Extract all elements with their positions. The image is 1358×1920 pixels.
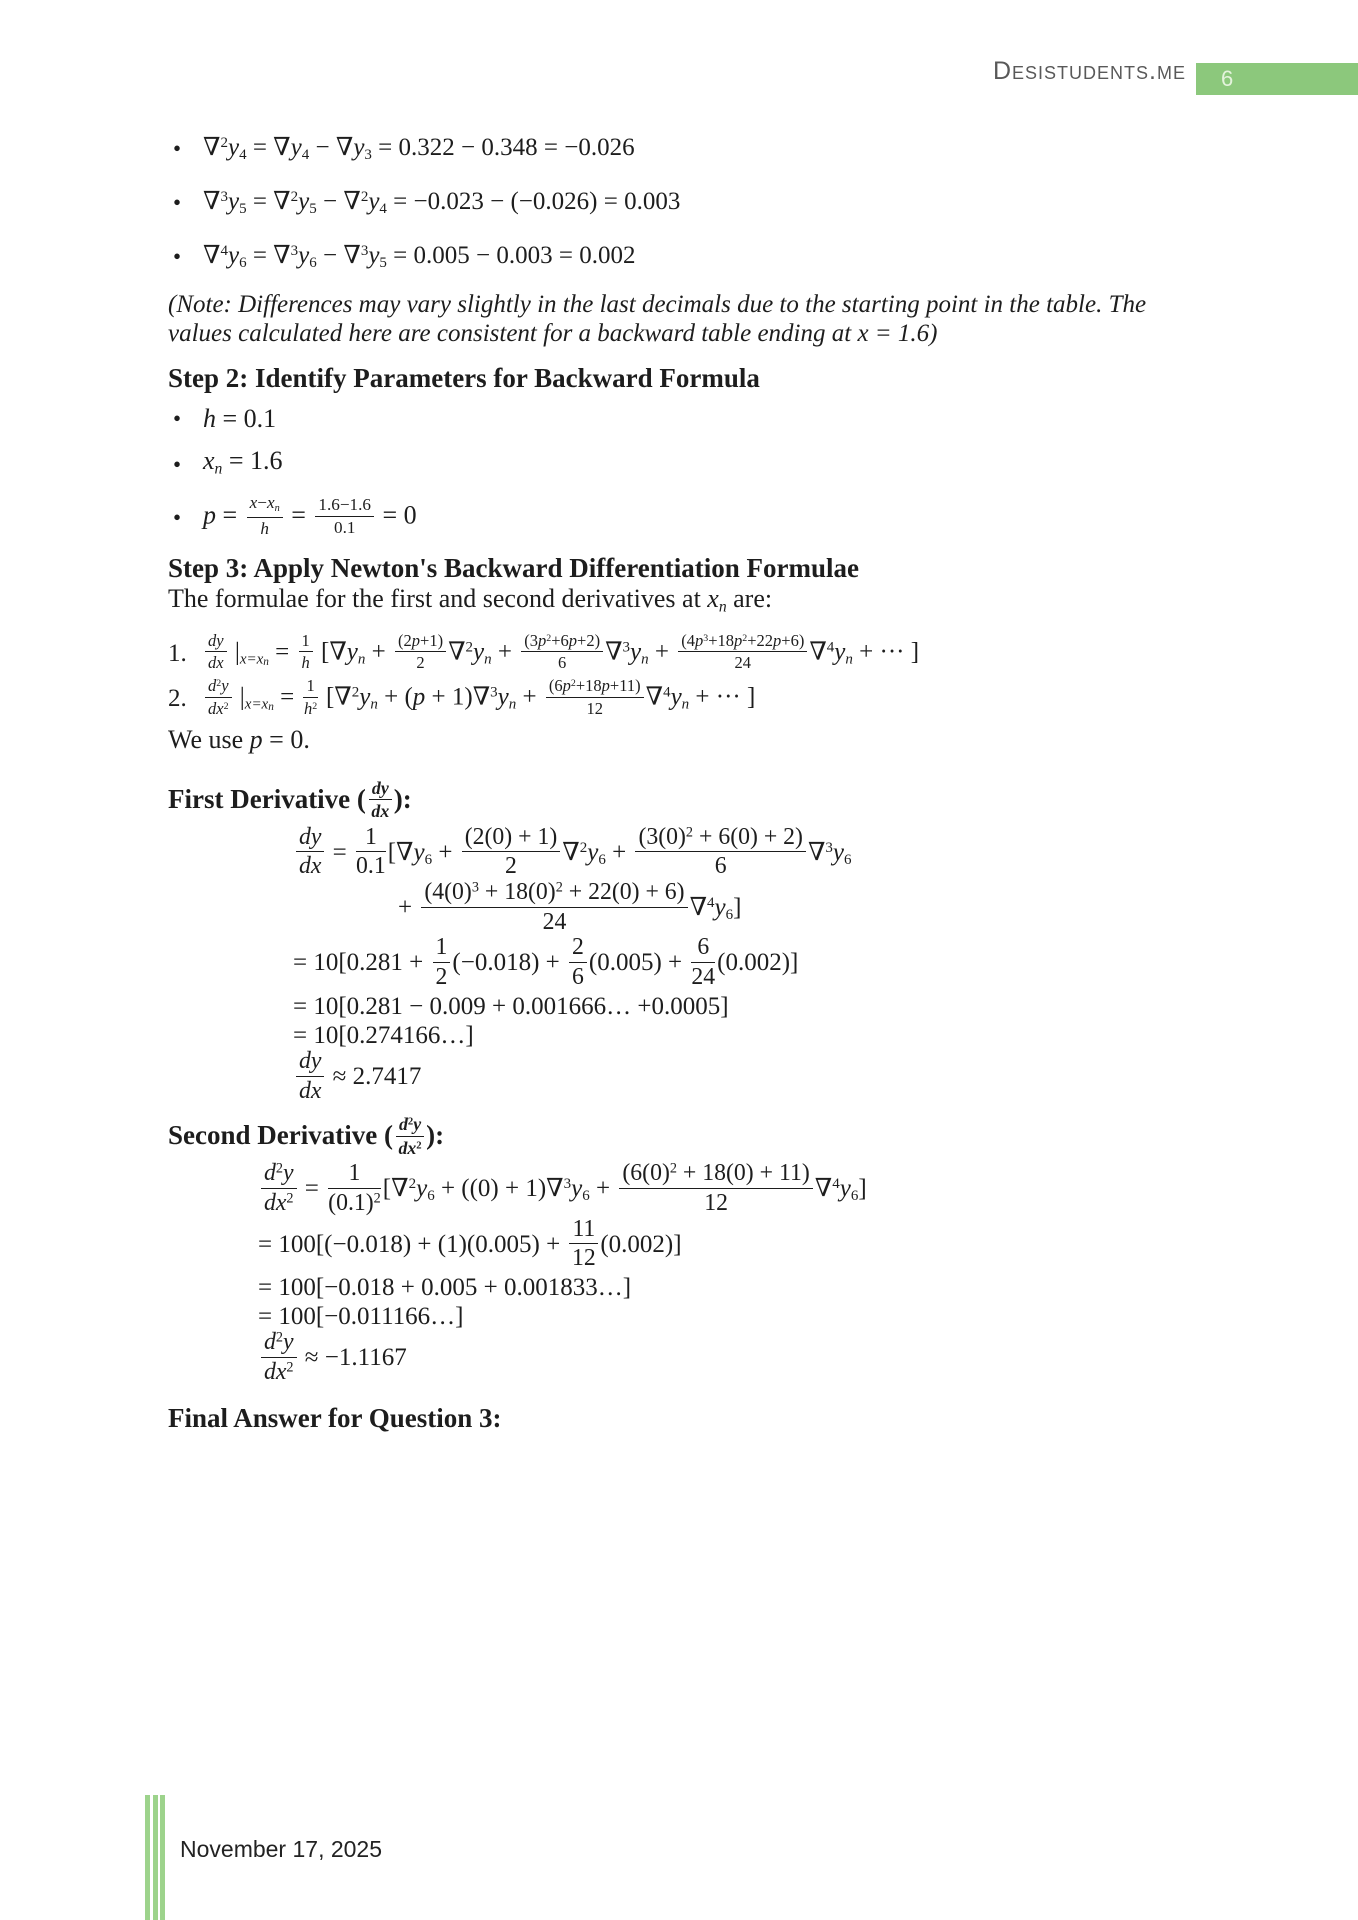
note-paragraph: (Note: Differences may vary slightly in the last decimals due to the starting point in the table. The values calculated here are consistent for a backward table ending at x = 1.6): [168, 290, 1147, 347]
eq-line: = 10[0.281 − 0.009 + 0.001666… +0.0005]: [293, 992, 729, 1020]
eq-line: = 100[−0.011166…]: [258, 1303, 464, 1331]
equation-second-derivative-formula: $\frac{d^2y}{dx^2}$ $|x=x_n$ = $\frac{1}{h^2}$ [∇$^2$yn + (p + 1)∇$^3$yn + $\frac{(6p^2+18p+11)}{12}$ ∇$^4$yn + ··· ]: [202, 679, 755, 718]
eq-line: = 10[0.281 + $\frac{1}{2}$ (−0.018) + $\frac{2}{6}$ (0.005) + $\frac{6}{24}$ (0.002)]: [293, 934, 799, 991]
footer-decoration-bars: [145, 1795, 168, 1920]
formula-item-2: [168, 676, 1192, 718]
equation-nabla2-y4: • ∇$^2$y4 = ∇y4 − ∇y3 = 0.322 − 0.348 = −0.026: [203, 133, 635, 163]
bullet-item: [168, 446, 1192, 484]
formula-list: [168, 631, 1192, 719]
bullet-item: [168, 182, 1192, 224]
equation-h: • h = 0.1: [203, 403, 277, 433]
final-answer-heading: Final Answer for Question 3:: [168, 1403, 502, 1434]
equation-first-derivative-formula: $\frac{dy}{dx}$ $|x=x_n$ = $\frac{1}{h}$ [∇yn + $\frac{(2p+1)}{2}$ ∇$^2$yn + $\frac{(3p^2+6p+2)}{6}$ ∇$^3$yn + $\frac{(4p^3+18p^2+22p+6)}{24}$ ∇$^4$yn + ··· ]: [202, 634, 919, 673]
parameter-bullet-list: [168, 404, 1192, 540]
equation-p: • p = $\frac{x-xn}{h}$ = $\frac{1.6-1.6}{0.1}$ = 0: [203, 493, 417, 538]
second-derivative-equations: [258, 1160, 1192, 1386]
second-derivative-heading: Second Derivative ( $\frac{d^2y}{dx^2}$ ):: [168, 1114, 445, 1158]
eq-line-result: $\frac{d^2y}{dx^2}$ ≈ −1.1167: [258, 1332, 1192, 1386]
first-derivative-heading: First Derivative ( $\frac{dy}{dx}$ ):: [168, 777, 412, 822]
eq-line: $\frac{dy}{dx}$ = $\frac{1}{0.1}$ [∇y6 + $\frac{(2(0) + 1)}{2}$ ∇$^2$y6 + $\frac{(3(0)^2 + 6(0) + 2)}{6}$ ∇$^3$y6: [293, 827, 1192, 881]
eq-line: = 100[−0.018 + 0.005 + 0.001833…]: [258, 1274, 632, 1302]
green-bar: [153, 1795, 158, 1920]
bullet-item: [168, 236, 1192, 278]
step3-heading: Step 3: Apply Newton's Backward Differentiation Formulae: [168, 552, 859, 583]
first-derivative-equations: [293, 823, 1192, 1106]
bullet-item: [168, 404, 1192, 434]
formula-item-1: [168, 631, 1192, 673]
equation-xn: • xn = 1.6: [203, 445, 283, 478]
footer-date: November 17, 2025: [180, 1836, 383, 1862]
bullet-item: [168, 493, 1192, 539]
step2-heading: Step 2: Identify Parameters for Backward Formula: [168, 362, 760, 393]
page-content: [168, 128, 1192, 1434]
we-use-line: We use p = 0.: [168, 724, 310, 754]
green-bar: [145, 1795, 150, 1920]
eq-line: = 100[(−0.018) + (1)(0.005) + $\frac{11}{12}$ (0.002)]: [258, 1215, 682, 1272]
eq-line-result: $\frac{dy}{dx}$ ≈ 2.7417: [293, 1051, 1192, 1105]
eq-line: + $\frac{(4(0)^3 + 18(0)^2 + 22(0) + 6)}{24}$ ∇$^4$y6]: [398, 879, 742, 935]
page-number-badge: [1196, 63, 1358, 95]
green-bar: [160, 1795, 165, 1920]
formula-number: 2.: [168, 685, 187, 713]
step3-intro: The formulae for the first and second derivatives at xn are:: [168, 583, 773, 616]
difference-bullet-list: [168, 128, 1192, 278]
equation-nabla4-y6: • ∇$^4$y6 = ∇$^3$y6 − ∇$^3$y5 = 0.005 − 0.003 = 0.002: [203, 241, 636, 271]
equation-nabla3-y5: • ∇$^3$y5 = ∇$^2$y5 − ∇$^2$y4 = −0.023 − (−0.026) = 0.003: [203, 187, 681, 217]
bullet-item: [168, 128, 1192, 170]
eq-line: $\frac{d^2y}{dx^2}$ = $\frac{1}{(0.1)^2}$ [∇$^2$y6 + ((0) + 1)∇$^3$y6 + $\frac{(6(0)^2 + 18(0) + 11)}{12}$ ∇$^4$y6]: [258, 1163, 1192, 1217]
formula-number: 1.: [168, 639, 187, 667]
eq-line: = 10[0.274166…]: [293, 1021, 474, 1049]
site-title: Desistudents.me: [992, 57, 1186, 85]
page-number: 6: [1221, 66, 1234, 91]
